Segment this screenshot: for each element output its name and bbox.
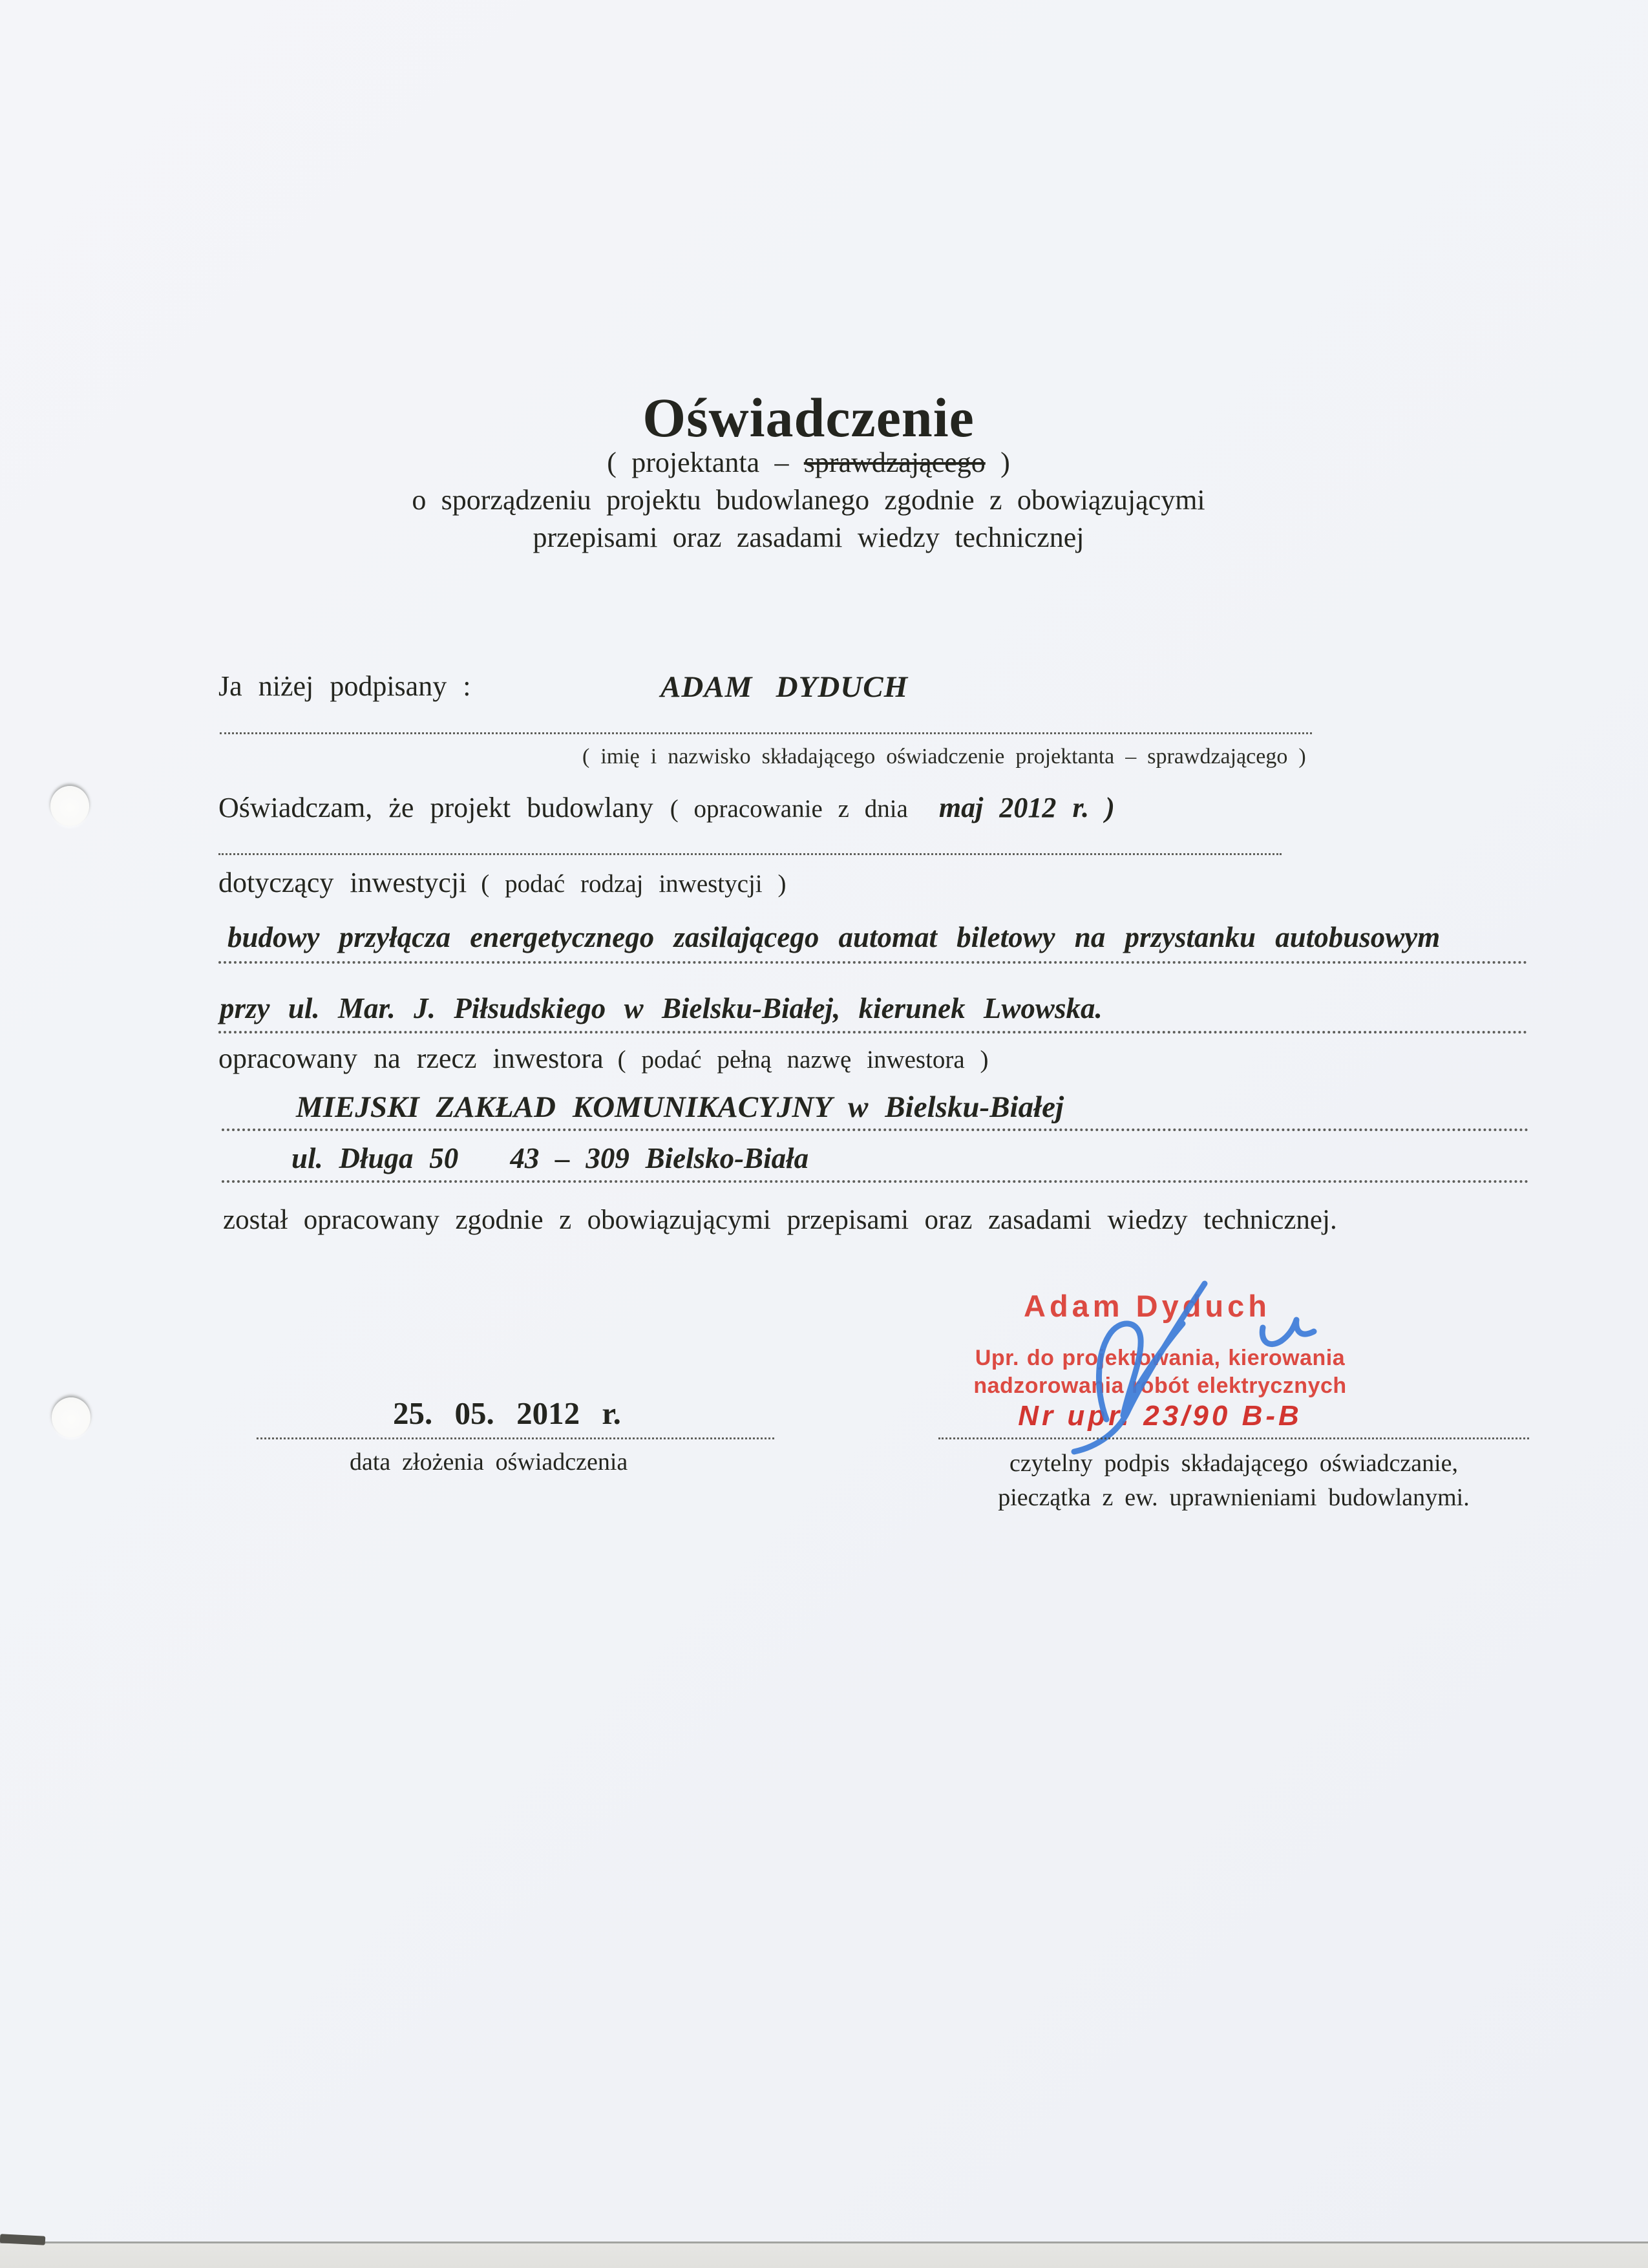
investor-label: opracowany na rzecz inwestora (218, 1043, 604, 1074)
declarant-caption: ( imię i nazwisko składającego oświadczenie projektanta – sprawdzającego ) (582, 745, 1306, 768)
stamp-license-number: Nr upr. 23/90 B-B (1018, 1400, 1302, 1432)
declarant-label: Ja niżej podpisany : (218, 670, 471, 702)
closing-sentence: został opracowany zgodnie z obowiązującymi przepisami oraz zasadami wiedzy technicznej. (223, 1205, 1337, 1235)
dotted-line-investor-name (222, 1129, 1529, 1131)
investment-value-line1: budowy przyłącza energetycznego zasilającego automat biletowy na przystanku autobusowym (227, 921, 1441, 953)
investment-label: dotyczący inwestycji (218, 867, 467, 898)
subtitle-suffix: ) (985, 447, 1010, 478)
subtitle-line2: o sporządzeniu projektu budowlanego zgodnie z obowiązującymi (412, 484, 1205, 516)
punch-hole-bottom (52, 1397, 90, 1437)
investor-address-line (291, 1141, 808, 1175)
document-title: Oświadczenie (642, 387, 975, 449)
statement-line1-paren: ( opracowanie z dnia (670, 795, 908, 823)
dotted-line-name (220, 732, 1312, 734)
date-caption: data złożenia oświadczenia (350, 1448, 628, 1476)
dotted-line-investment2 (218, 1031, 1528, 1033)
dotted-line-signature (938, 1437, 1529, 1439)
investor-street: ul. Długa 50 (291, 1142, 459, 1174)
signature-caption-line2: pieczątka z ew. uprawnieniami budowlanymi. (998, 1484, 1470, 1511)
dotted-line-investor-address (222, 1180, 1529, 1183)
statement-line1 (218, 792, 1115, 823)
investor-label-line (218, 1043, 989, 1074)
stamp-line1: Upr. do projektowania, kierowania (975, 1346, 1346, 1370)
subtitle-role-line (0, 446, 1617, 479)
investment-label-line (218, 867, 786, 898)
subtitle-line3: przepisami oraz zasadami wiedzy technicznej (533, 522, 1084, 553)
dotted-line-date (257, 1437, 774, 1439)
signature-caption (938, 1449, 1529, 1512)
declarant-name: ADAM DYDUCH (660, 670, 909, 704)
investor-city: 43 – 309 Bielsko-Biała (510, 1142, 809, 1174)
signature-caption-line1: czytelny podpis składającego oświadczanie, (1009, 1450, 1459, 1477)
investor-paren: ( podać pełną nazwę inwestora ) (617, 1046, 989, 1074)
investment-value-line2: przy ul. Mar. J. Piłsudskiego w Bielsku-Białej, kierunek Lwowska. (220, 992, 1103, 1024)
punch-hole-top (50, 786, 89, 826)
statement-line1-main: Oświadczam, że projekt budowlany (218, 792, 653, 823)
struck-word: sprawdzającego (803, 447, 986, 478)
stamp-name: Adam Dyduch (1024, 1289, 1271, 1323)
stamp-line2: nadzorowania robót elektrycznych (973, 1373, 1347, 1398)
investor-name: MIEJSKI ZAKŁAD KOMUNIKACYJNY w Bielsku-Białej (296, 1090, 1064, 1124)
statement-project-date: maj 2012 r. ) (938, 792, 1115, 823)
stamp (969, 1288, 1351, 1432)
subtitle-prefix: ( projektanta – (607, 447, 804, 478)
dotted-line-statement (218, 853, 1282, 855)
investment-paren: ( podać rodzaj inwestycji ) (481, 870, 787, 898)
dotted-line-investment1 (218, 961, 1528, 964)
submission-date: 25. 05. 2012 r. (393, 1395, 621, 1431)
scanner-background (0, 2243, 1648, 2268)
